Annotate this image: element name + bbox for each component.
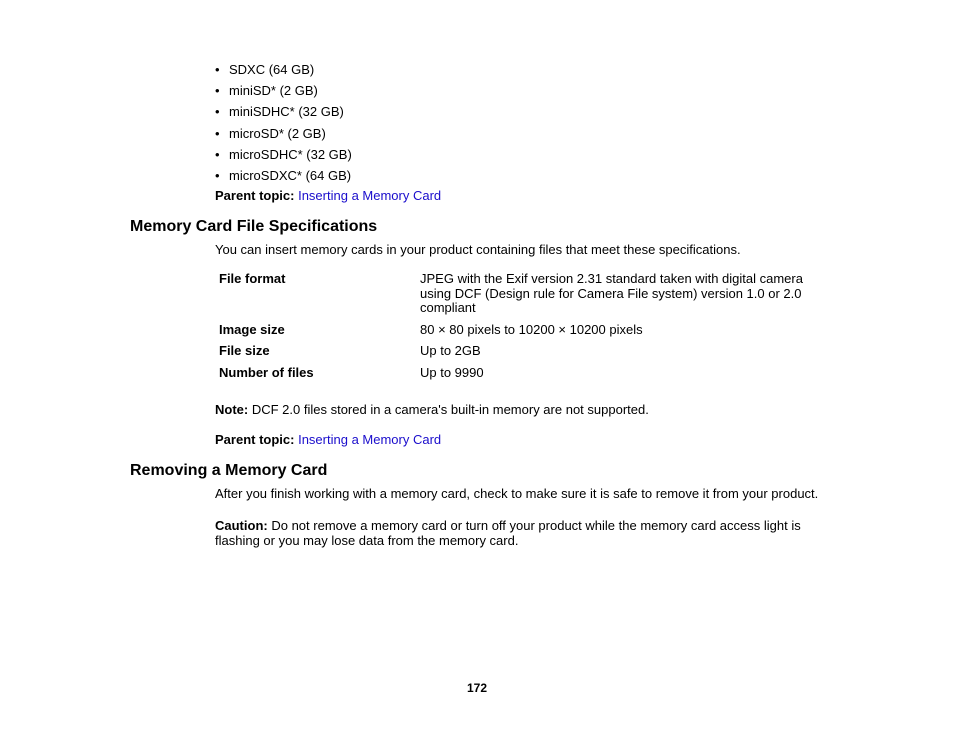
table-row [219,366,830,388]
spec-key: File size [219,343,270,358]
list-item: • microSDHC* (32 GB) [215,146,352,162]
parent-topic-link[interactable]: Inserting a Memory Card [298,432,442,447]
section-title-removing-card: Removing a Memory Card [130,462,328,479]
parent-topic-label: Parent topic: [215,432,295,447]
parent-topic-link[interactable]: Inserting a Memory Card [298,188,442,203]
list-item: • miniSDHC* (32 GB) [215,104,344,120]
file-specs-intro: You can insert memory cards in your product containing files that meet these specifications. [215,242,741,257]
caution-label: Caution: [215,518,268,533]
section-title-file-specs: Memory Card File Specifications [130,218,378,235]
spec-value: JPEG with the Exif version 2.31 standard taken with digital camera using DCF (Design rule for Camera File system) version 1.0 or 2.0 compliant [420,271,803,315]
table-row [219,323,830,344]
list-item: • microSD* (2 GB) [215,125,326,141]
spec-key: Number of files [219,365,314,380]
card-type-list [215,61,352,188]
spec-table [219,272,830,388]
spec-key: File format [219,271,286,286]
table-row [219,272,830,323]
page-number: 172 [466,681,488,695]
spec-value: Up to 9990 [420,365,484,380]
list-item: • miniSD* (2 GB) [215,83,318,99]
spec-value: Up to 2GB [420,343,481,358]
note-text: DCF 2.0 files stored in a camera's built-in memory are not supported. [251,402,649,417]
removing-card-intro: After you finish working with a memory card, check to make sure it is safe to remove it from your product. [215,486,819,501]
caution [215,518,815,548]
list-item: • SDXC (64 GB) [215,62,315,77]
spec-key: Image size [219,322,285,337]
caution-text: Do not remove a memory card or turn off your product while the memory card access light is flashing or you may lose data from the memory card. [215,518,801,548]
parent-topic [215,188,441,204]
table-row [219,344,830,366]
parent-topic-label: Parent topic: [215,188,295,203]
parent-topic [215,432,441,448]
note [215,402,835,417]
spec-value: 80 × 80 pixels to 10200 × 10200 pixels [420,322,643,337]
list-item: • microSDXC* (64 GB) [215,167,352,183]
note-label: Note: [215,402,249,417]
